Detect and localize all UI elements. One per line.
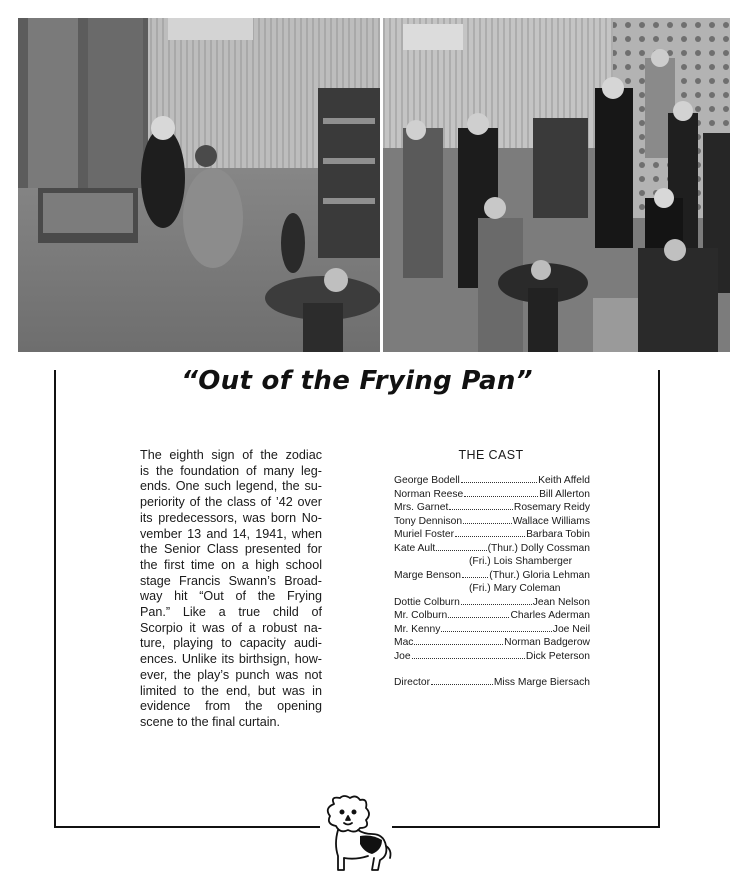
leader-dots bbox=[436, 550, 486, 551]
body-line: its predecessors, was born No- bbox=[140, 510, 322, 525]
cast-role: Joe bbox=[394, 650, 411, 662]
cast-row bbox=[394, 676, 590, 690]
cast-role: Dottie Colburn bbox=[394, 596, 460, 608]
frame-left-rule bbox=[54, 370, 56, 828]
cast-actor: Charles Aderman bbox=[510, 610, 590, 621]
article-body bbox=[140, 448, 322, 731]
leader-dots bbox=[414, 644, 503, 645]
body-line: the first time on a high school bbox=[140, 557, 322, 572]
cast-row bbox=[394, 569, 590, 583]
leader-dots bbox=[464, 496, 538, 497]
body-line: limited to the end, but was in bbox=[140, 683, 322, 698]
lion-mascot-drawing bbox=[320, 794, 394, 874]
body-line: Scorpio it was of a robust na- bbox=[140, 620, 322, 635]
cast-row bbox=[394, 515, 590, 529]
cast-heading: THE CAST bbox=[458, 448, 524, 462]
body-line: Pan.” Like a true child of bbox=[140, 605, 322, 620]
cast-row bbox=[394, 474, 590, 488]
cast-actor: (Fri.) Mary Coleman bbox=[469, 583, 561, 594]
body-line: ends. One such legend, the su- bbox=[140, 479, 322, 494]
leader-dots bbox=[441, 631, 551, 632]
leader-dots bbox=[449, 509, 513, 510]
cast-role: Mac bbox=[394, 637, 414, 648]
page-title: “Out of the Frying Pan” bbox=[181, 366, 533, 396]
body-line: scene to the final curtain. bbox=[140, 714, 281, 729]
cast-row bbox=[394, 609, 590, 623]
leader-dots bbox=[462, 577, 488, 578]
frame-right-rule bbox=[658, 370, 660, 828]
cast-actor: Jean Nelson bbox=[532, 596, 590, 608]
cast-row bbox=[394, 582, 590, 596]
cast-row bbox=[394, 488, 590, 502]
cast-role: Tony Dennison bbox=[394, 515, 463, 527]
cast-row bbox=[394, 623, 590, 637]
cast-role: Mr. Colburn bbox=[394, 610, 448, 621]
body-line: way hit “Out of the Frying bbox=[140, 589, 322, 604]
cast-actor: Norman Badgerow bbox=[504, 637, 590, 648]
cast-role: Marge Benson bbox=[394, 569, 461, 581]
leader-dots bbox=[461, 604, 532, 605]
cast-actor: (Fri.) Lois Shamberger bbox=[469, 556, 572, 567]
cast-actor: Keith Affeld bbox=[538, 475, 590, 486]
cast-role: George Bodell bbox=[394, 475, 460, 486]
cast-row bbox=[394, 636, 590, 650]
cast-actor: Joe Neil bbox=[552, 623, 590, 635]
leader-dots bbox=[461, 482, 537, 483]
cast-actor: Bill Allerton bbox=[539, 488, 590, 500]
scene-photo-right-image bbox=[383, 18, 730, 352]
leader-dots bbox=[431, 684, 493, 685]
cast-row bbox=[394, 596, 590, 610]
cast-role: Kate Ault bbox=[394, 542, 436, 554]
cast-actor: Miss Marge Biersach bbox=[493, 677, 590, 688]
cast-role: Norman Reese bbox=[394, 488, 464, 500]
body-line: stage Francis Swann’s Broad- bbox=[140, 573, 322, 588]
cast-role: Mrs. Garnet bbox=[394, 502, 449, 513]
leader-dots bbox=[463, 523, 511, 524]
body-line: ences. Unlike its birthsign, how- bbox=[140, 652, 322, 667]
cast-actor: Dick Peterson bbox=[525, 650, 590, 662]
frame-bottom-rule-right bbox=[392, 826, 660, 828]
leader-dots bbox=[455, 536, 525, 537]
cast-role: Muriel Foster bbox=[394, 529, 455, 540]
body-line: ture, playing to capacity audi- bbox=[140, 636, 322, 651]
frame-bottom-rule-left bbox=[54, 826, 320, 828]
cast-role: Mr. Kenny bbox=[394, 623, 441, 635]
scene-photo-right bbox=[383, 18, 730, 352]
cast-row bbox=[394, 542, 590, 556]
cast-row bbox=[394, 501, 590, 515]
body-line: periority of the class of ’42 over bbox=[140, 495, 322, 510]
body-line: The eighth sign of the zodiac bbox=[140, 448, 322, 462]
body-line: vember 13 and 14, 1941, when bbox=[140, 526, 322, 541]
cast-row bbox=[394, 650, 590, 664]
scene-photo-left-image bbox=[18, 18, 380, 352]
cast-row bbox=[394, 528, 590, 542]
cast-actor: (Thur.) Dolly Cossman bbox=[487, 542, 590, 554]
body-line: the Senior Class presented for bbox=[140, 542, 322, 557]
cast-actor: Wallace Williams bbox=[512, 515, 590, 527]
scene-photo-left bbox=[18, 18, 380, 352]
lion-mascot-icon bbox=[320, 794, 394, 874]
leader-dots bbox=[412, 658, 525, 659]
cast-list bbox=[394, 474, 590, 690]
body-line: evidence from the opening bbox=[140, 699, 322, 714]
cast-role: Director bbox=[394, 677, 431, 688]
cast-row bbox=[394, 555, 590, 569]
body-line: is the foundation of many leg- bbox=[140, 463, 322, 478]
body-line: ever, the play’s punch was not bbox=[140, 667, 322, 682]
leader-dots bbox=[448, 617, 509, 618]
cast-actor: (Thur.) Gloria Lehman bbox=[489, 569, 590, 581]
cast-actor: Rosemary Reidy bbox=[513, 502, 590, 513]
cast-actor: Barbara Tobin bbox=[526, 529, 590, 540]
